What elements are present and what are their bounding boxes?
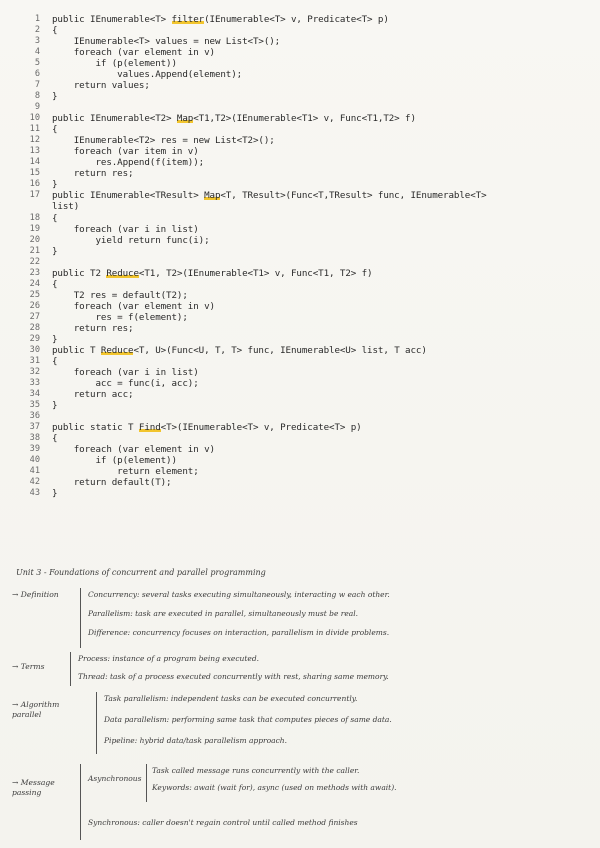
- section-label-definition: → Definition: [12, 590, 59, 599]
- line-number: 24: [29, 279, 40, 289]
- line-number: 6: [34, 69, 40, 79]
- code-text: [52, 14, 389, 25]
- line-number: 22: [29, 257, 40, 267]
- code-text: [52, 422, 362, 433]
- section-label-algorithm: → Algorithm parallel: [12, 700, 60, 719]
- code-text: [52, 356, 57, 367]
- note-sublabel-async: Asynchronous: [88, 774, 142, 783]
- section-label-message: → Message passing: [12, 778, 55, 797]
- code-segment: foreach (var element in v): [52, 301, 215, 312]
- code-text: [52, 157, 204, 168]
- note-line: Synchronous: caller doesn't regain control until called method finishes: [88, 818, 358, 827]
- code-segment: T2 res = default(T2);: [52, 290, 188, 301]
- code-segment: return values;: [52, 80, 150, 91]
- note-line: Pipeline: hybrid data/task parallelism approach.: [104, 736, 288, 745]
- line-number: 42: [29, 477, 40, 487]
- code-line: [0, 235, 600, 246]
- code-line: [0, 279, 600, 290]
- code-text: [52, 345, 427, 356]
- code-segment: }: [52, 179, 58, 190]
- code-text: [52, 400, 57, 411]
- code-text: [52, 91, 57, 102]
- code-line: [0, 268, 600, 279]
- code-line: [0, 168, 600, 179]
- code-line: [0, 422, 600, 433]
- code-line: [0, 124, 600, 135]
- code-line: [0, 69, 600, 80]
- code-line: [0, 224, 600, 235]
- code-text: [52, 213, 57, 224]
- code-segment: res.Append(f(item));: [52, 157, 205, 168]
- line-number: 23: [29, 268, 40, 278]
- code-segment: foreach (var i in list): [52, 224, 199, 235]
- code-text: [52, 444, 215, 455]
- code-line: [0, 367, 600, 378]
- code-listing: [0, 14, 600, 499]
- code-text: [52, 80, 150, 91]
- highlighted-function-name: Map: [176, 113, 194, 124]
- highlighted-function-name: Reduce: [106, 268, 139, 279]
- code-line: [0, 157, 600, 168]
- code-line: [0, 345, 600, 356]
- code-segment: public IEnumerable<T>: [52, 14, 172, 25]
- code-segment: if (p(element)): [52, 455, 177, 466]
- line-number: 10: [29, 113, 40, 123]
- code-segment: foreach (var element in v): [52, 47, 215, 58]
- code-line: [0, 91, 600, 102]
- line-number: 43: [29, 488, 40, 498]
- code-line: [0, 58, 600, 69]
- code-segment: {: [52, 213, 58, 224]
- line-number: 31: [29, 356, 40, 366]
- code-segment: if (p(element)): [52, 58, 177, 69]
- code-text: [52, 69, 242, 80]
- code-line: [0, 477, 600, 488]
- code-segment: }: [52, 400, 58, 411]
- code-line: [0, 190, 600, 201]
- highlighted-function-name: Find: [138, 422, 161, 433]
- code-segment: <T, TResult>(Func<T,TResult> func, IEnumerable<T>: [220, 190, 487, 201]
- line-number: 40: [29, 455, 40, 465]
- line-number: 7: [34, 80, 40, 90]
- line-number: 19: [29, 224, 40, 234]
- code-line: [0, 80, 600, 91]
- line-number: 36: [29, 411, 40, 421]
- code-segment: }: [52, 91, 58, 102]
- code-text: [52, 201, 79, 212]
- code-text: [52, 25, 57, 36]
- code-line: [0, 301, 600, 312]
- code-text: [52, 477, 172, 488]
- code-segment: {: [52, 356, 58, 367]
- code-line: [0, 356, 600, 367]
- note-line: Thread: task of a process executed concurrently with rest, sharing same memory.: [78, 672, 389, 681]
- section-label-terms: → Terms: [12, 662, 45, 671]
- code-line: [0, 334, 600, 345]
- note-line: Data parallelism: performing same task that computes pieces of same data.: [104, 715, 392, 724]
- line-number: 18: [29, 213, 40, 223]
- code-text: [52, 246, 57, 257]
- line-number: 38: [29, 433, 40, 443]
- code-segment: foreach (var i in list): [52, 367, 199, 378]
- note-line: Task called message runs concurrently with the caller.: [152, 766, 360, 775]
- code-text: [52, 279, 57, 290]
- line-number: 16: [29, 179, 40, 189]
- section-bracket: [80, 764, 81, 840]
- line-number: 3: [34, 36, 40, 46]
- line-number: 4: [34, 47, 40, 57]
- code-segment: {: [52, 25, 58, 36]
- line-number: 27: [29, 312, 40, 322]
- code-text: [52, 312, 188, 323]
- code-line: [0, 400, 600, 411]
- code-line: [0, 433, 600, 444]
- code-segment: IEnumerable<T> values = new List<T>();: [52, 36, 281, 47]
- code-line: [0, 323, 600, 334]
- code-segment: res = f(element);: [52, 312, 188, 323]
- note-line: Difference: concurrency focuses on interaction, parallelism in divide problems.: [88, 628, 390, 637]
- code-line: [0, 411, 600, 422]
- section-bracket: [96, 692, 97, 754]
- code-line: [0, 14, 600, 25]
- line-number: 29: [29, 334, 40, 344]
- code-line: [0, 102, 600, 113]
- code-text: [52, 235, 210, 246]
- code-segment: values.Append(element);: [52, 69, 243, 80]
- code-line: [0, 25, 600, 36]
- line-number: 41: [29, 466, 40, 476]
- code-line: [0, 455, 600, 466]
- code-text: [52, 367, 199, 378]
- code-segment: {: [52, 124, 58, 135]
- highlighted-function-name: Reduce: [100, 345, 134, 356]
- line-number: 15: [29, 168, 40, 178]
- code-segment: public T2: [52, 268, 107, 279]
- note-line: Process: instance of a program being executed.: [78, 654, 260, 663]
- code-line: [0, 135, 600, 146]
- line-number: 13: [29, 146, 40, 156]
- code-line: [0, 213, 600, 224]
- line-number: 37: [29, 422, 40, 432]
- code-segment: acc = func(i, acc);: [52, 378, 199, 389]
- code-line: [0, 466, 600, 477]
- line-number: 8: [34, 91, 40, 101]
- code-text: [52, 378, 199, 389]
- line-number: 33: [29, 378, 40, 388]
- code-segment: }: [52, 246, 58, 257]
- code-segment: (IEnumerable<T> v, Predicate<T> p): [204, 14, 389, 25]
- code-text: [52, 190, 487, 201]
- section-bracket: [80, 588, 81, 648]
- code-text: [52, 124, 57, 135]
- code-line: [0, 146, 600, 157]
- line-number: 32: [29, 367, 40, 377]
- code-text: [52, 488, 57, 499]
- code-segment: return default(T);: [52, 477, 172, 488]
- line-number: 11: [29, 124, 40, 134]
- highlighted-function-name: filter: [171, 14, 205, 25]
- code-segment: IEnumerable<T2> res = new List<T2>();: [52, 135, 275, 146]
- code-text: [52, 168, 133, 179]
- line-number: 1: [34, 14, 40, 24]
- code-segment: foreach (var item in v): [52, 146, 199, 157]
- code-segment: <T1, T2>(IEnumerable<T1> v, Func<T1, T2> f): [138, 268, 373, 279]
- section-bracket: [70, 652, 71, 686]
- notes-title: Unit 3 - Foundations of concurrent and parallel programming: [16, 568, 266, 577]
- code-text: [52, 323, 133, 334]
- line-number: 39: [29, 444, 40, 454]
- code-text: [52, 466, 199, 477]
- code-text: [52, 135, 275, 146]
- highlighted-function-name: Map: [204, 190, 221, 201]
- code-segment: public static T: [52, 422, 139, 433]
- code-segment: public IEnumerable<T2>: [52, 113, 177, 124]
- note-line: Concurrency: several tasks executing simultaneously, interacting w each other.: [88, 590, 390, 599]
- code-segment: <T>(IEnumerable<T> v, Predicate<T> p): [160, 422, 362, 433]
- line-number: 30: [29, 345, 40, 355]
- code-segment: return res;: [52, 168, 134, 179]
- code-line: [0, 378, 600, 389]
- note-line: Parallelism: task are executed in parallel, simultaneously must be real.: [88, 609, 359, 618]
- line-number: 9: [34, 102, 40, 112]
- code-line: [0, 113, 600, 124]
- code-segment: return acc;: [52, 389, 134, 400]
- code-text: [52, 334, 57, 345]
- code-line: [0, 444, 600, 455]
- line-number: 25: [29, 290, 40, 300]
- line-number: 35: [29, 400, 40, 410]
- code-segment: list): [52, 201, 80, 212]
- subsection-bracket: [146, 764, 147, 802]
- code-text: [52, 36, 280, 47]
- code-segment: foreach (var element in v): [52, 444, 215, 455]
- code-text: [52, 433, 57, 444]
- line-number: 26: [29, 301, 40, 311]
- code-line: [0, 257, 600, 268]
- code-line: [0, 290, 600, 301]
- note-line: Task parallelism: independent tasks can be executed concurrently.: [104, 694, 358, 703]
- code-line: [0, 179, 600, 190]
- code-segment: }: [52, 488, 58, 499]
- code-text: [52, 389, 133, 400]
- line-number: 34: [29, 389, 40, 399]
- code-segment: <T, U>(Func<U, T, T> func, IEnumerable<U> list, T acc): [133, 345, 427, 356]
- code-segment: public IEnumerable<TResult>: [52, 190, 205, 201]
- code-segment: }: [52, 334, 58, 345]
- line-number: 28: [29, 323, 40, 333]
- handwritten-notes: [0, 568, 600, 848]
- code-text: [52, 47, 215, 58]
- code-text: [52, 179, 57, 190]
- code-line: [0, 47, 600, 58]
- note-line: Keywords: await (wait for), async (used on methods with await).: [152, 783, 397, 792]
- code-segment: return res;: [52, 323, 134, 334]
- code-text: [52, 224, 199, 235]
- line-number: 21: [29, 246, 40, 256]
- code-segment: <T1,T2>(IEnumerable<T1> v, Func<T1,T2> f): [193, 113, 416, 124]
- code-line: [0, 389, 600, 400]
- code-text: [52, 268, 372, 279]
- code-segment: return element;: [52, 466, 199, 477]
- code-text: [52, 455, 177, 466]
- code-segment: {: [52, 433, 58, 444]
- line-number: 5: [34, 58, 40, 68]
- code-segment: {: [52, 279, 58, 290]
- code-segment: public T: [52, 345, 101, 356]
- code-line: [0, 201, 600, 212]
- code-line: [0, 246, 600, 257]
- code-text: [52, 290, 188, 301]
- code-line: [0, 488, 600, 499]
- code-text: [52, 113, 416, 124]
- code-segment: yield return func(i);: [52, 235, 210, 246]
- line-number: 12: [29, 135, 40, 145]
- code-text: [52, 301, 215, 312]
- code-line: [0, 312, 600, 323]
- line-number: 17: [29, 190, 40, 200]
- line-number: 2: [34, 25, 40, 35]
- code-line: [0, 36, 600, 47]
- line-number: 14: [29, 157, 40, 167]
- code-text: [52, 58, 177, 69]
- code-text: [52, 146, 199, 157]
- line-number: 20: [29, 235, 40, 245]
